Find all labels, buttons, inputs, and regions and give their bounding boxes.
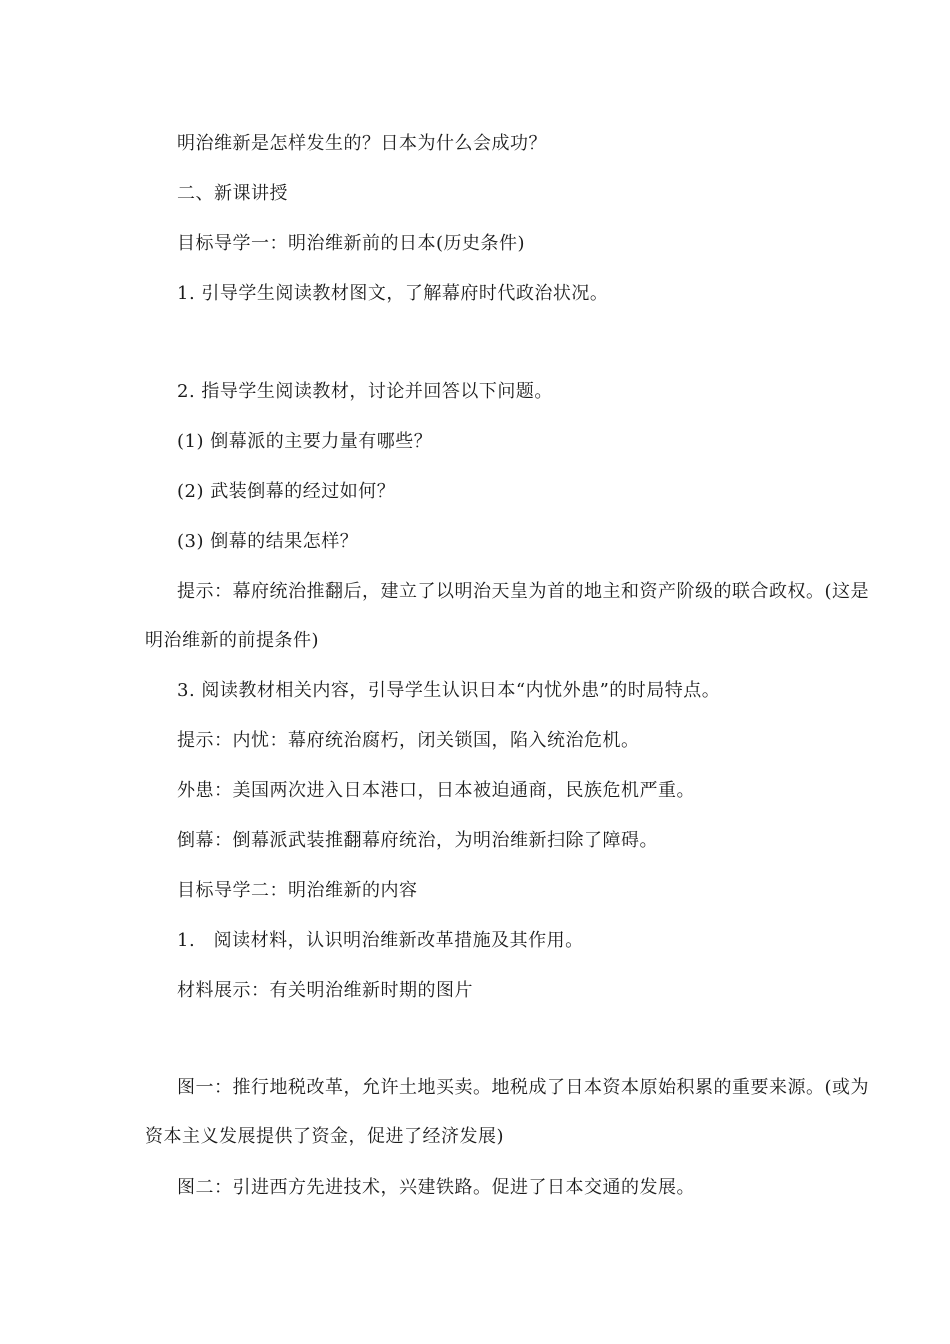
section-heading: 二、新课讲授 <box>177 183 288 204</box>
goal-heading-2: 目标导学二：明治维新的内容 <box>177 880 418 901</box>
paragraph-item-2: 2. 指导学生阅读教材，讨论并回答以下问题。 <box>177 381 553 402</box>
question-1: (1) 倒幕派的主要力量有哪些？ <box>177 431 433 452</box>
question-3: (3) 倒幕的结果怎样？ <box>177 531 359 552</box>
paragraph-item-3: 3. 阅读教材相关内容，引导学生认识日本“内忧外患”的时局特点。 <box>177 680 721 701</box>
goal-heading-1: 目标导学一：明治维新前的日本(历史条件) <box>177 233 526 254</box>
hint-2: 提示：内忧：幕府统治腐朽，闭关锁国，陷入统治危机。 <box>177 730 640 751</box>
overthrow-shogunate: 倒幕：倒幕派武装推翻幕府统治，为明治维新扫除了障碍。 <box>177 830 658 851</box>
paragraph-item-1: 1. 引导学生阅读教材图文，了解幕府时代政治状况。 <box>177 283 609 304</box>
material-display: 材料展示：有关明治维新时期的图片 <box>177 980 473 1001</box>
reform-item-1: 1. 阅读材料，认识明治维新改革措施及其作用。 <box>177 930 584 951</box>
figure-1-caption-continued: 资本主义发展提供了资金，促进了经济发展) <box>145 1126 505 1147</box>
hint-1: 提示：幕府统治推翻后，建立了以明治天皇为首的地主和资产阶级的联合政权。(这是 <box>177 581 870 602</box>
intro-question: 明治维新是怎样发生的？日本为什么会成功？ <box>177 133 547 154</box>
hint-1-continued: 明治维新的前提条件) <box>145 630 320 651</box>
figure-1-caption: 图一：推行地税改革，允许土地买卖。地税成了日本资本原始积累的重要来源。(或为 <box>177 1077 870 1098</box>
figure-2-caption: 图二：引进西方先进技术，兴建铁路。促进了日本交通的发展。 <box>177 1177 695 1198</box>
question-2: (2) 武装倒幕的经过如何？ <box>177 481 396 502</box>
external-threat: 外患：美国两次进入日本港口，日本被迫通商，民族危机严重。 <box>177 780 695 801</box>
